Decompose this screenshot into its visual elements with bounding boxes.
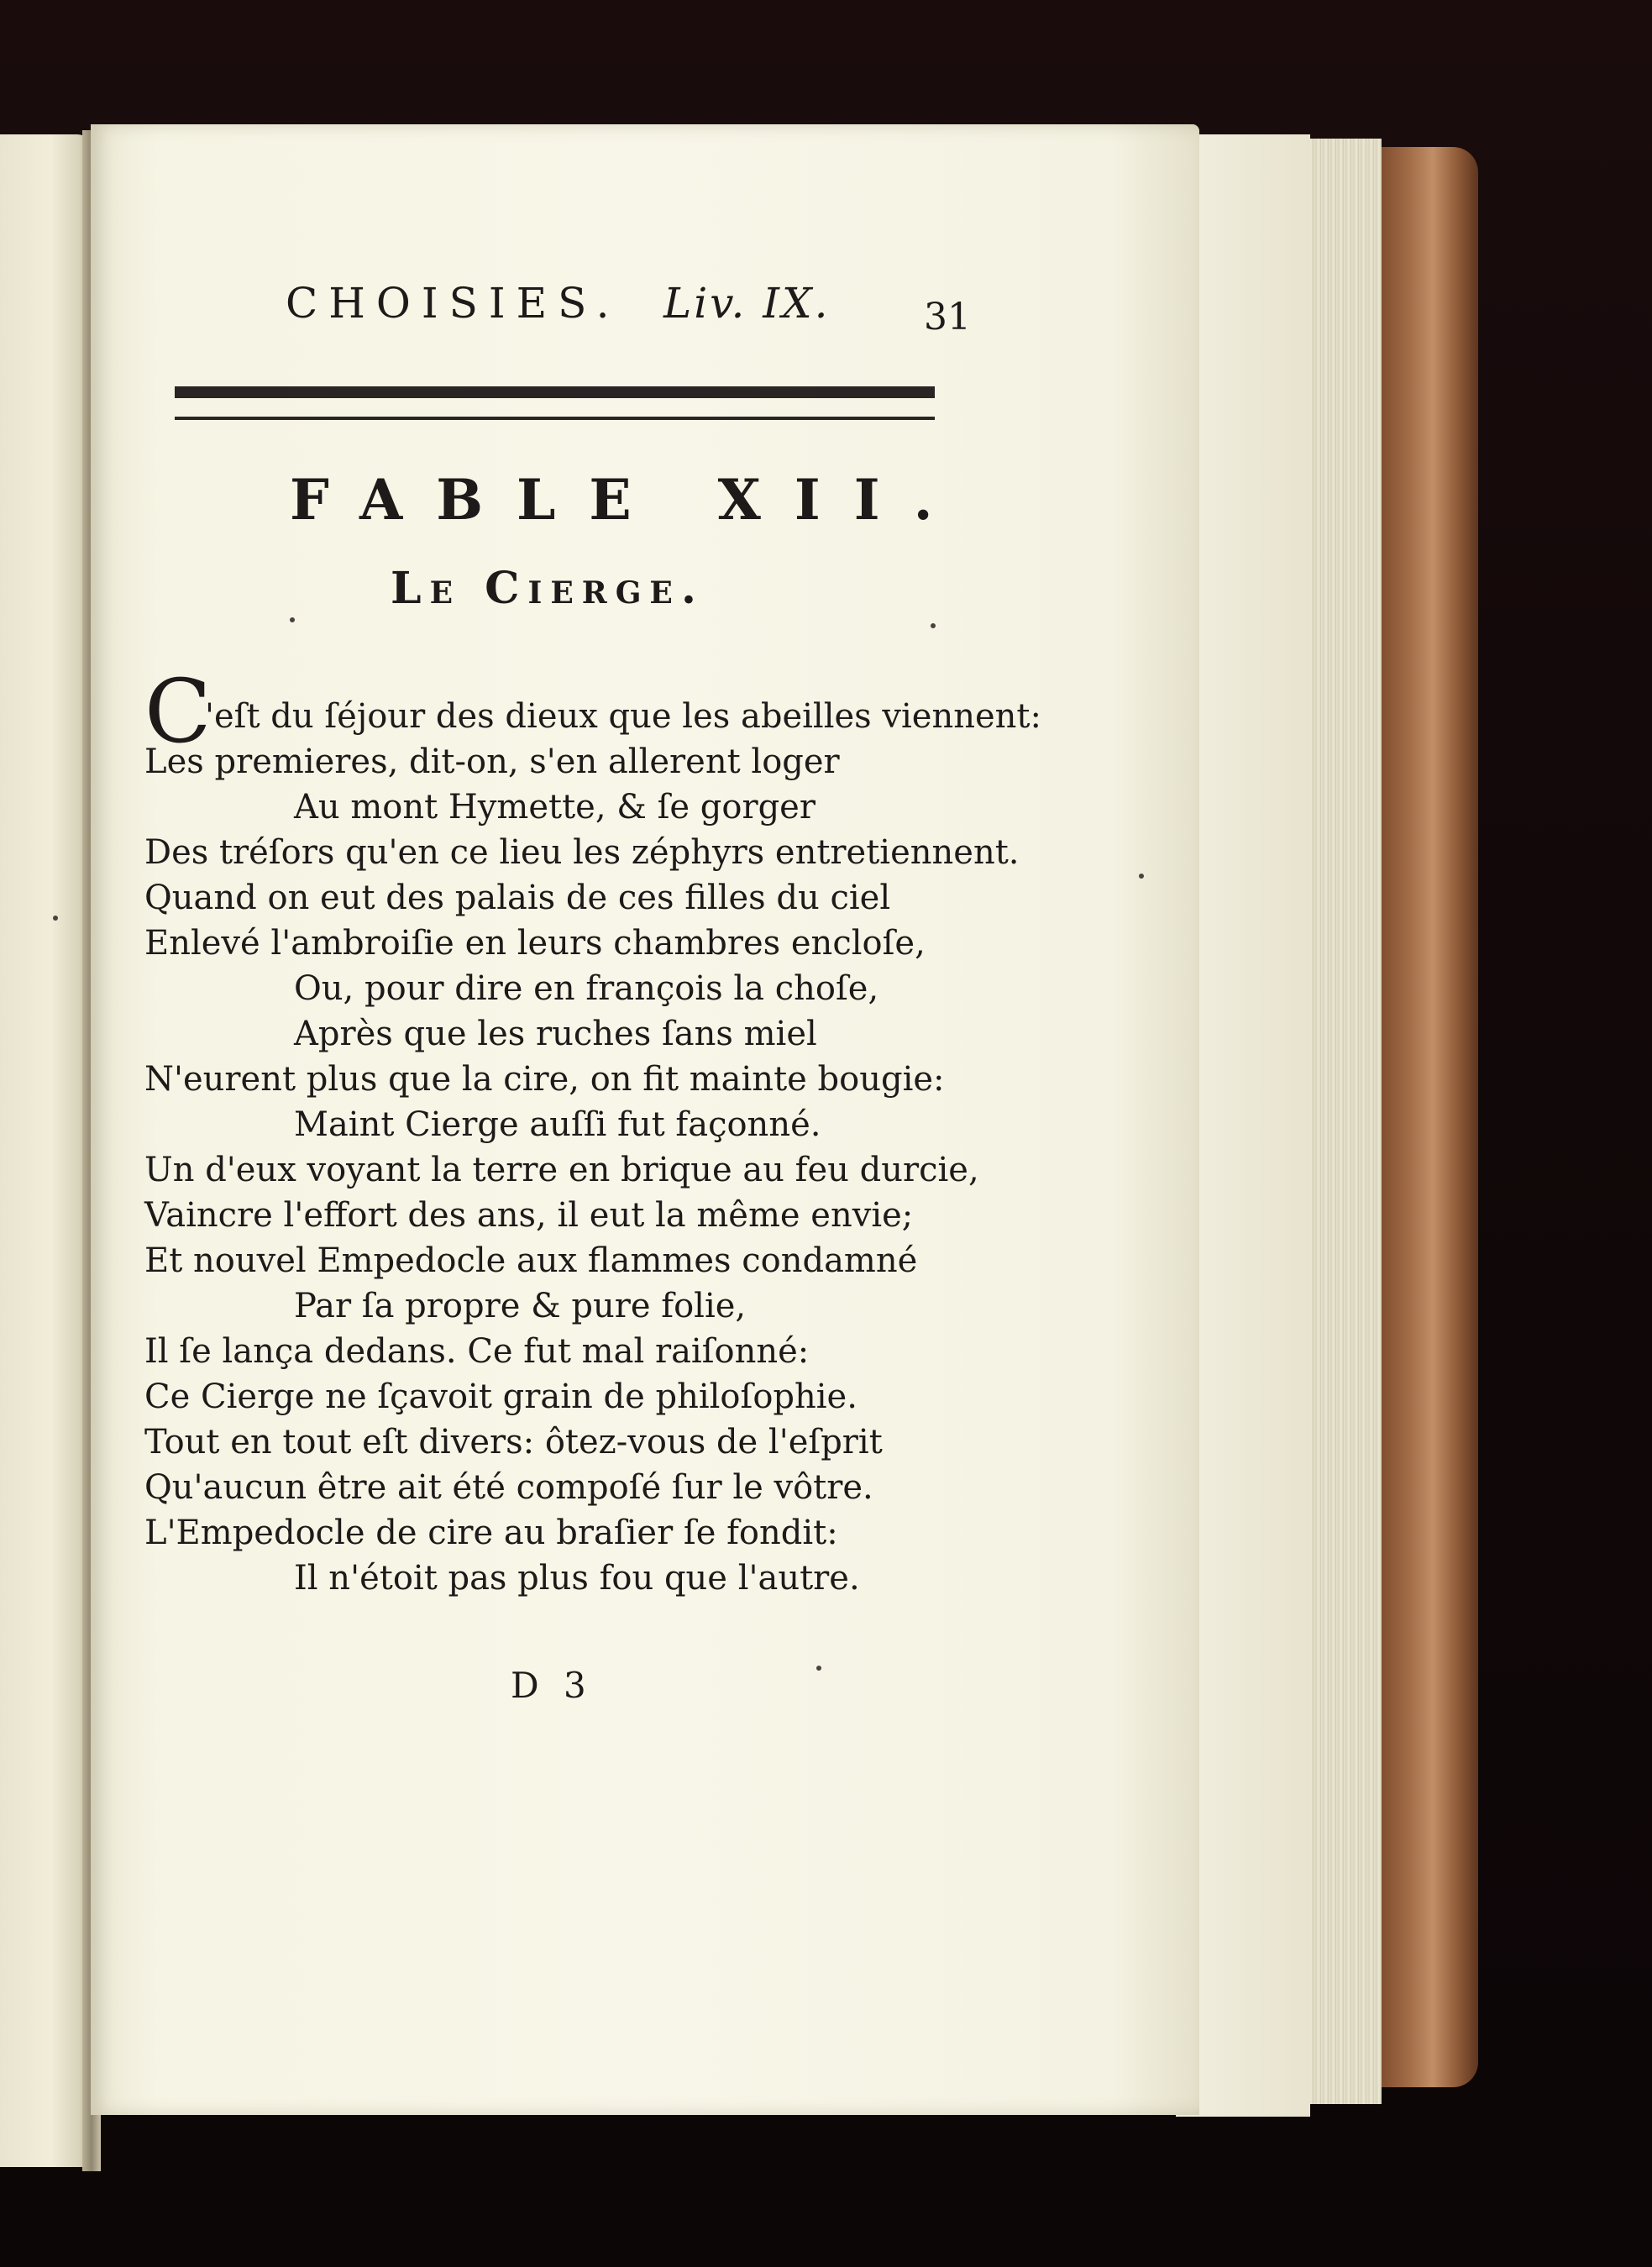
poem-line: Ce Cierge ne ſçavoit grain de philoſophie.: [144, 1378, 857, 1416]
fable-title: FABLE XII.: [290, 467, 967, 533]
poem-line: Quand on eut des palais de ces filles du ciel: [144, 879, 891, 917]
ink-speck: [816, 1666, 821, 1671]
header-rule-thin: [175, 417, 935, 420]
poem-line: Qu'aucun être ait été compoſé ſur le vôtre.: [144, 1468, 873, 1507]
left-page-edge: [0, 134, 92, 2167]
poem-line: Il ſe lança dedans. Ce fut mal raiſonné:: [144, 1332, 810, 1371]
running-head: CHOISIES.: [286, 279, 621, 328]
poem-line: L'Empedocle de cire au braſier ſe fondit:: [144, 1514, 838, 1552]
book-cover-edge: [1377, 147, 1478, 2087]
poem-line: Par ſa propre & pure folie,: [294, 1287, 747, 1325]
poem-line: Les premieres, dit-on, s'en allerent loger: [144, 743, 840, 781]
poem-line: Maint Cierge auſſi fut façonné.: [294, 1105, 821, 1144]
poem-line: Enlevé l'ambroiſie en leurs chambres encloſe,: [144, 924, 926, 963]
ink-speck: [1139, 874, 1144, 879]
ink-speck: [53, 916, 58, 921]
poem-line: Et nouvel Empedocle aux flammes condamné: [144, 1241, 918, 1280]
page-number: 31: [924, 296, 971, 338]
fable-subtitle: Le Cierge.: [391, 563, 705, 614]
poem-line: N'eurent plus que la cire, on fit mainte bougie:: [144, 1060, 945, 1099]
poem-line: Il n'étoit pas plus fou que l'autre.: [294, 1559, 860, 1598]
poem-line: Des tréſors qu'en ce lieu les zéphyrs entretiennent.: [144, 833, 1020, 872]
poem-line: Un d'eux voyant la terre en brique au feu durcie,: [144, 1151, 979, 1189]
poem-line: Ou, pour dire en françois la choſe,: [294, 969, 879, 1008]
poem-line: Vaincre l'effort des ans, il eut la même envie;: [144, 1196, 914, 1235]
poem-line: 'eſt du ſéjour des dieux que les abeilles viennent:: [205, 697, 1041, 736]
poem-line: Après que les ruches ſans miel: [294, 1015, 817, 1053]
header-rule-thick: [175, 386, 935, 398]
drop-cap: C: [144, 660, 212, 763]
poem-line: Au mont Hymette, & ſe gorger: [294, 788, 816, 827]
poem-line: Tout en tout eſt divers: ôtez-vous de l'eſprit: [144, 1423, 883, 1461]
ink-speck: [931, 623, 936, 628]
ink-speck: [290, 617, 295, 622]
printer-signature: D 3: [511, 1665, 593, 1706]
page-fore-edge: [1306, 139, 1382, 2104]
running-head-book: Liv. IX.: [663, 279, 831, 328]
